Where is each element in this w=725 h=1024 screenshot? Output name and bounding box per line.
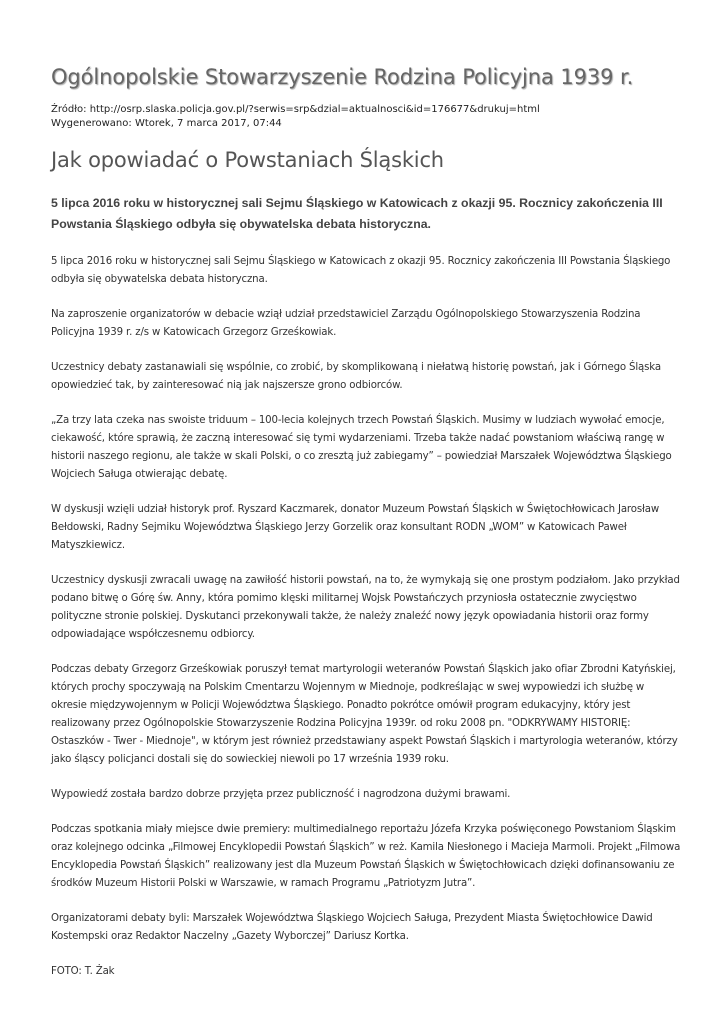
printable-page [51, 62, 681, 998]
article-paragraph: Uczestnicy debaty zastanawiali się wspólnie, co zrobić, by skomplikowaną i niełatwą historię powstań, jak i Górnego Śląska opowiedzieć tak, by zainteresować nią jak najszersze grono odbiorców. [51, 362, 661, 391]
article-paragraph: „Za trzy lata czeka nas swoiste triduum – 100-lecia kolejnych trzech Powstań Śląskich. Musimy w ludziach wywołać emocje, ciekawość, które sprawią, że zaczną interesować się tymi wydarzeniami. Trzeba także nadać powstaniom właściwą rangę w historii naszego regionu, ale także w skali Polski, o co zresztą już zabiegamy” – powiedział Marszałek Województwa Śląskiego Wojciech Saługa otwierając debatę. [51, 415, 672, 480]
article-paragraph: W dyskusji wzięli udział historyk prof. Ryszard Kaczmarek, donator Muzeum Powstań Śląskich w Świętochłowicach Jarosław Bełdowski, Radny Sejmiku Województwa Śląskiego Jerzy Gorzelik oraz konsultant RODN „WOM” w Katowicach Paweł Matyszkiewicz. [51, 504, 660, 551]
article-paragraph: Wypowiedź została bardzo dobrze przyjęta przez publiczność i nagrodzona dużymi brawami. [51, 789, 511, 800]
print-meta [51, 103, 681, 131]
generated-date-line: Wygenerowano: Wtorek, 7 marca 2017, 07:44 [51, 118, 282, 129]
article-paragraph: Podczas debaty Grzegorz Grześkowiak poruszył temat martyrologii weteranów Powstań Śląskich jako ofiar Zbrodni Katyńskiej, których prochy spoczywają na Polskim Cmentarzu Wojennym w Miednoje, podkreślając w swej wypowiedzi ich służbę w okresie międzywojennym w Policji Województwa Śląskiego. Ponadto pokrótce omówił program edukacyjny, który jest realizowany przez Ogólnopolskie Stowarzyszenie Rodzina Policyjna 1939r. od roku 2008 pn. "ODKRYWAMY HISTORIĘ: Ostaszków - Twer - Miednoje", w którym jest również przedstawiany aspekt Powstań Śląskich i martyrologia weteranów, którzy jako śląscy policjanci dostali się do sowieckiej niewoli po 17 września 1939 roku. [51, 664, 678, 765]
source-url-line: Źródło: http://osrp.slaska.policja.gov.pl/?serwis=srp&dzial=aktualnosci&id=176677&drukuj=html [51, 104, 540, 115]
article-lead: 5 lipca 2016 roku w historycznej sali Sejmu Śląskiego w Katowicach z okazji 95. Rocznicy zakończenia III Powstania Śląskiego odbyła się obywatelska debata historyczna. [51, 196, 663, 231]
article-paragraph: Uczestnicy dyskusji zwracali uwagę na zawiłość historii powstań, na to, że wymykają się one prostym podziałom. Jako przykład podano bitwę o Górę św. Anny, która pomimo klęski militarnej Wojsk Powstańczych przyniosła ostatecznie zwycięstwo polityczne stronie polskiej. Dyskutanci przekonywali także, że należy znaleźć nowy język opowiadania historii oraz formy odpowiadające współczesnemu odbiorcy. [51, 575, 680, 640]
article-title: Jak opowiadać o Powstaniach Śląskich [51, 148, 444, 172]
photo-credit: FOTO: T. Żak [51, 966, 115, 977]
article-paragraph: Na zaproszenie organizatorów w debacie wziął udział przedstawiciel Zarządu Ogólnopolskiego Stowarzyszenia Rodzina Policyjna 1939 r. z/s w Katowicach Grzegorz Grześkowiak. [51, 309, 641, 338]
article-paragraph: 5 lipca 2016 roku w historycznej sali Sejmu Śląskiego w Katowicach z okazji 95. Rocznicy zakończenia III Powstania Śląskiego odbyła się obywatelska debata historyczna. [51, 256, 671, 285]
article-paragraph: Organizatorami debaty byli: Marszałek Województwa Śląskiego Wojciech Saługa, Prezydent Miasta Świętochłowice Dawid Kostempski oraz Redaktor Naczelny „Gazety Wyborczej” Dariusz Kortka. [51, 913, 653, 942]
article-body [51, 253, 681, 981]
article-paragraph: Podczas spotkania miały miejsce dwie premiery: multimedialnego reportażu Józefa Krzyka poświęconego Powstaniom Śląskim oraz kolejnego odcinka „Filmowej Encyklopedii Powstań Śląskich” w reż. Kamila Niesłonego i Macieja Marmoli. Projekt „Filmowa Encyklopedia Powstań Śląskich” realizowany jest dla Muzeum Powstań Śląskich w Świętochłowicach dzięki dofinansowaniu ze środków Muzeum Historii Polski w Warszawie, w ramach Programu „Patriotyzm Jutra”. [51, 824, 681, 889]
site-title: Ogólnopolskie Stowarzyszenie Rodzina Policyjna 1939 r. [51, 65, 634, 89]
